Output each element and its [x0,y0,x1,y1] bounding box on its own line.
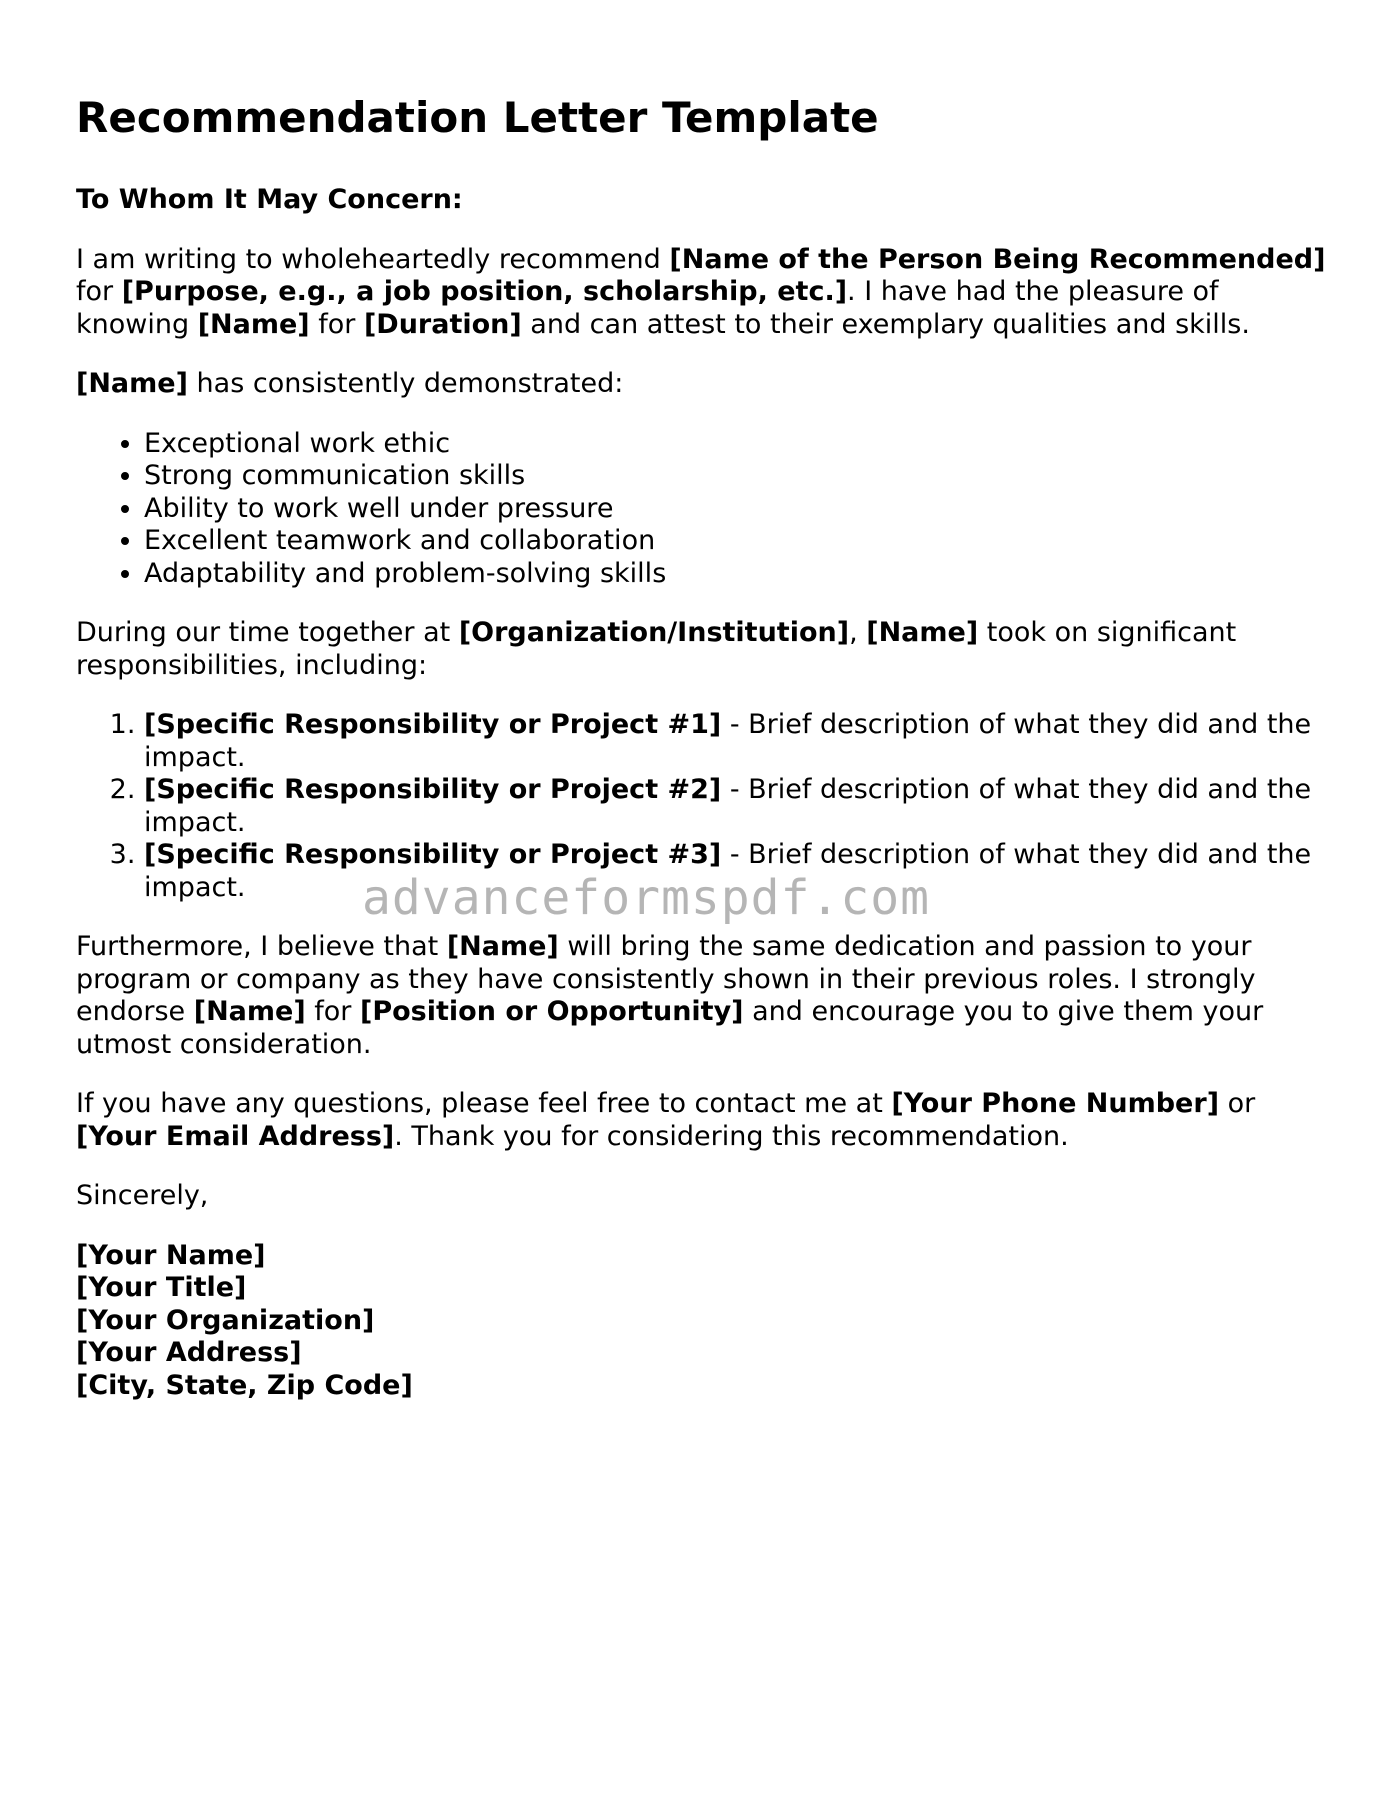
intro-placeholder-duration: [Duration] [363,308,522,340]
signature-organization: [Your Organization] [76,1304,375,1336]
qualities-placeholder-name: [Name] [76,368,188,399]
intro-placeholder-name: [Name] [197,308,310,340]
responsibilities-intro [76,617,1326,682]
list-item: • Excellent teamwork and collaboration [144,525,1326,558]
furthermore-text-2: will bring the same dedication and passion to your program or company as they have consistently shown in their previous roles. I strongly endorse [76,931,1256,1027]
intro-placeholder-purpose: [Purpose, e.g., a job position, scholarship, etc.] [121,276,848,307]
salutation: To Whom It May Concern: [76,184,463,215]
signature-name: [Your Name] [76,1239,266,1271]
responsibility-desc: - Brief description of what they did and the impact. [144,709,1312,773]
signature-address: [Your Address] [76,1337,302,1368]
watermark: advanceformspdf.com [362,870,931,926]
contact-placeholder-phone: [Your Phone Number] [891,1088,1220,1119]
intro-text-3: . I have had the pleasure of knowing [76,276,1219,340]
list-item [144,774,1326,839]
intro-text-2: for [76,276,122,307]
responsibility-title: [Specific Responsibility or Project #3] [144,839,722,870]
furthermore-text-1: Furthermore, I believe that [76,931,447,962]
contact-text-2: or [1219,1088,1256,1119]
list-item: • Adaptability and problem-solving skills [144,558,1326,591]
contact-text-3: . Thank you for considering this recommendation. [394,1120,1069,1152]
furthermore-placeholder-name-1: [Name] [446,931,559,962]
closing: Sincerely, [76,1180,209,1211]
responsibility-desc: - Brief description of what they did and the impact. [144,774,1312,838]
intro-placeholder-person: [Name of the Person Being Recommended] [669,243,1326,275]
resp-intro-text-3: took on significant responsibilities, including: [76,617,1237,681]
list-item [144,709,1326,774]
list-item: • Strong communication skills [144,460,1326,493]
qualities-intro-text: has consistently demonstrated: [187,368,624,399]
resp-placeholder-organization: [Organization/Institution] [458,617,850,648]
furthermore-paragraph [76,931,1326,1061]
responsibility-title: [Specific Responsibility or Project #1] [144,709,722,740]
signature-city: [City, State, Zip Code] [76,1369,413,1401]
intro-paragraph [76,244,1326,342]
list-item: • Ability to work well under pressure [144,493,1326,526]
qualities-intro [76,368,1326,401]
page-title: Recommendation Letter Template [76,93,879,142]
intro-text-4: for [309,308,364,340]
qualities-list [76,428,1326,591]
furthermore-placeholder-name-2: [Name] [193,996,306,1027]
resp-placeholder-name: [Name] [866,617,979,648]
signature-title: [Your Title] [76,1272,247,1303]
furthermore-text-3: for [305,996,360,1027]
signature-block [76,1240,1326,1403]
letter-page [76,92,1326,1402]
contact-text-1: If you have any questions, please feel free to contact me at [76,1088,892,1119]
resp-intro-text-2: , [849,617,867,648]
list-item: • Exceptional work ethic [144,428,1326,461]
resp-intro-text-1: During our time together at [76,617,459,648]
responsibility-desc: - Brief description of what they did and the impact. [144,839,1312,903]
intro-text-5: and can attest to their exemplary qualities and skills. [521,308,1250,340]
furthermore-placeholder-position: [Position or Opportunity] [360,996,744,1027]
contact-paragraph [76,1088,1326,1153]
intro-text-1: I am writing to wholeheartedly recommend [76,243,670,275]
furthermore-text-4: and encourage you to give them your utmost consideration. [76,996,1264,1060]
contact-placeholder-email: [Your Email Address] [76,1120,395,1152]
responsibility-title: [Specific Responsibility or Project #2] [144,774,722,805]
